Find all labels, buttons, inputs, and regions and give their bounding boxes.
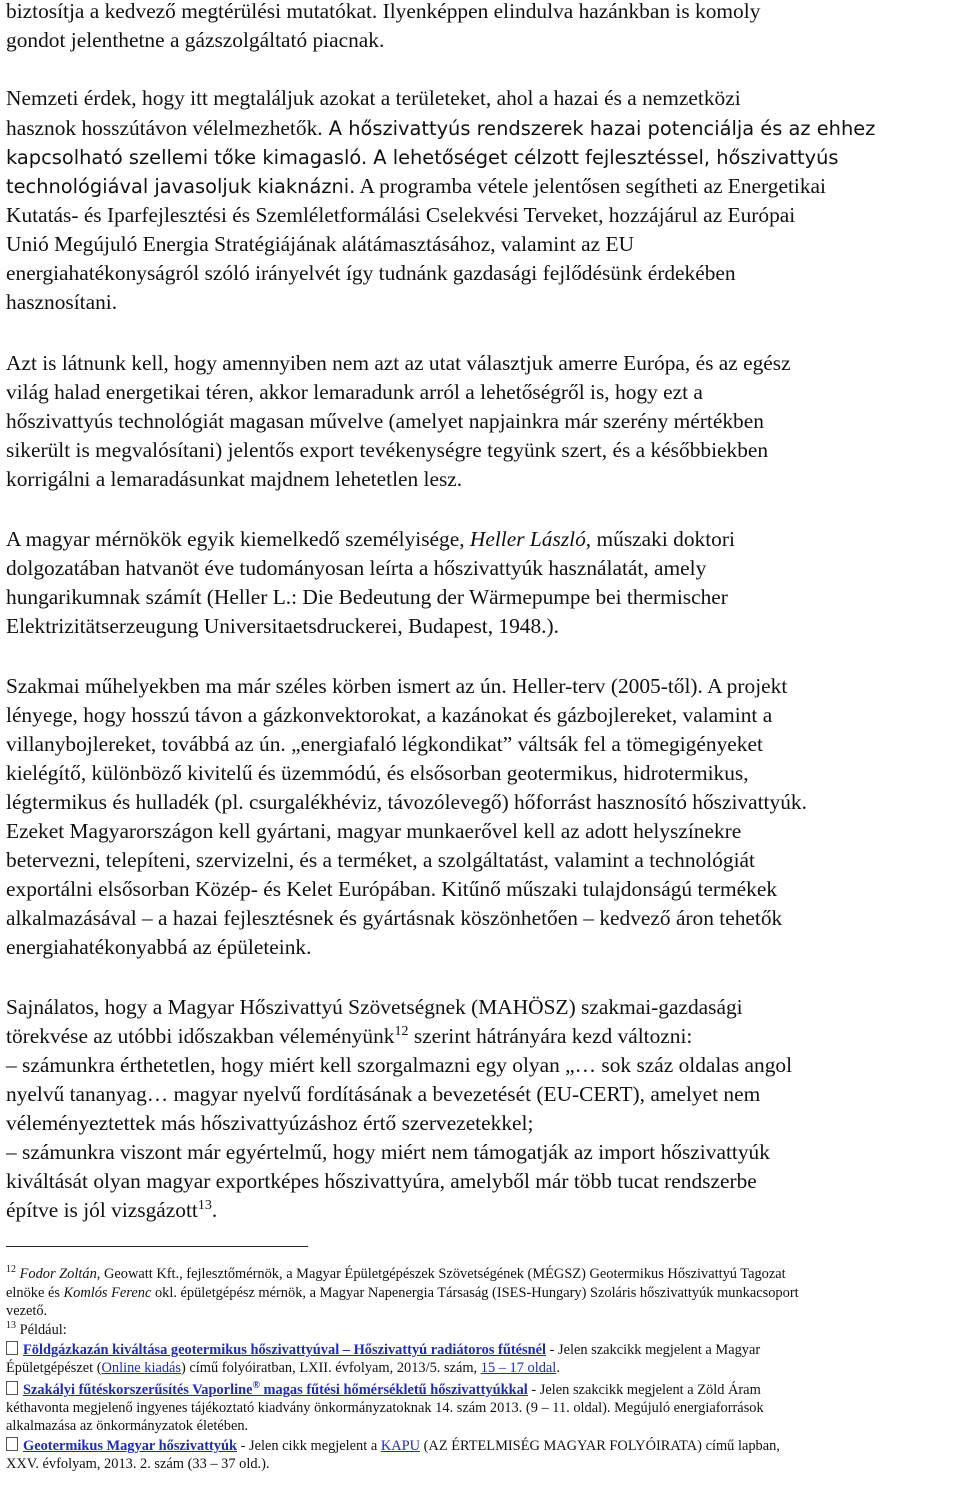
text-line: villanybojlereket, továbbá az ún. „energiafaló légkondikat” váltsák fel a tömegigényeket [6, 732, 763, 756]
text-line: biztosítja a kedvező megtérülési mutatókat. Ilyenképpen elindulva hazánkban is komoly [6, 0, 761, 23]
text-span: , Geowatt Kft., fejlesztőmérnök, a Magyar Épületgépészek Szövetségének (MÉGSZ) Geotermikus Hőszivattyú Tagozat [96, 1266, 786, 1282]
footnote-ref-12[interactable]: 12 [394, 1023, 409, 1039]
text-line [6, 1196, 217, 1225]
text-line: világ halad energetikai téren, akkor lemaradunk arról a lehetőségről is, hogy ezt a [6, 380, 703, 404]
text-span: építve is jól vizsgázott [6, 1198, 198, 1222]
text-span: szerint hátrányára kezd változni: [408, 1024, 693, 1048]
text-line: energiahatékonyságról szóló irányelvét így tudnánk gazdasági fejlődésünk érdekében [6, 261, 736, 285]
text-line: nyelvű tananyag… magyar nyelvű fordításának a bevezetését (EU-CERT), amelyet nem [6, 1082, 761, 1106]
text-span: A programba vétele jelentősen segítheti az Energetikai [355, 174, 826, 198]
text-line: – számunkra viszont már egyértelmű, hogy miért nem támogatják az import hőszivattyúk [6, 1140, 770, 1164]
text-line: Sajnálatos, hogy a Magyar Hőszivattyú Szövetségnek (MAHÖSZ) szakmai-gazdasági [6, 995, 743, 1019]
registered-mark: ® [252, 1380, 260, 1392]
text-line: dolgozatában hatvanöt éve tudományosan leírta a hőszivattyúk használatát, amely [6, 556, 707, 580]
text-span: . [211, 1198, 218, 1222]
text-line [6, 143, 839, 172]
text-line: légtermikus és hulladék (pl. csurgalékhéviz, távozólevegő) hőforrást hasznosító hőszivattyúk. [6, 790, 807, 814]
text-span: , műszaki doktori [585, 527, 735, 551]
bullet-box-icon [6, 1381, 18, 1395]
text-line: sikerült is megvalósítani) jelentős export tevékenységre tegyünk szert, és a későbbiekben [6, 438, 769, 462]
footnote-line [6, 1322, 67, 1339]
article-link[interactable] [23, 1382, 528, 1398]
footnote-line: XXV. évfolyam, 2013. 2. szám (33 – 37 old.). [6, 1456, 270, 1472]
text-line: hőszivattyús technológiát magasan művelve (amelyet napjainkra már szerény mértékben [6, 409, 764, 433]
link-text: Szakályi fűtéskorszerűsítés Vaporline [23, 1382, 253, 1398]
person-name: Komlós Ferenc [63, 1285, 152, 1301]
text-line: kiváltását olyan magyar exportképes hőszivattyúra, amelyből már több tucat rendszerbe [6, 1169, 757, 1193]
kapu-link[interactable]: KAPU [380, 1438, 421, 1454]
footnote-line [6, 1341, 760, 1359]
footnote-line: vezető. [6, 1303, 48, 1319]
footnote-number: 13 [6, 1320, 16, 1332]
text-span: A lehetőséget célzott fejlesztéssel, hőszivattyús [367, 146, 839, 169]
text-line: energiahatékonyabbá az épületeink. [6, 935, 312, 959]
text-span: - Jelen szakcikk megjelent a Zöld Áram [527, 1382, 761, 1398]
footnote-line [6, 1266, 786, 1283]
text-line: korrigálni a lemaradásunkat majdnem lehetetlen lesz. [6, 467, 463, 491]
text-span: - Jelen szakcikk megjelent a Magyar [546, 1342, 761, 1358]
text-line: Elektrizitätserzeugung Universitaetsdruckerei, Budapest, 1948.). [6, 614, 560, 638]
person-name: Fodor Zoltán [19, 1266, 97, 1282]
text-line: Nemzeti érdek, hogy itt megtaláljuk azokat a területeket, ahol a hazai és a nemzetközi [6, 86, 741, 110]
pages-link[interactable]: 15 – 17 oldal [480, 1360, 557, 1376]
text-span: . [556, 1360, 560, 1376]
text-span: hasznok hosszútávon vélelmezhetők. [6, 116, 323, 140]
text-span: törekvése az utóbbi időszakban véleményünk [6, 1024, 395, 1048]
text-line: exportálni elsősorban Közép- és Kelet Európában. Kitűnő műszaki tulajdonságú termékek [6, 877, 778, 901]
footnote-line [6, 1360, 560, 1377]
text-span: kapcsolható szellemi tőke kimagasló. [6, 146, 368, 169]
article-link[interactable]: Földgázkazán kiváltása geotermikus hőszivattyúval – Hőszivattyú radiátoros fűtésnél [23, 1342, 546, 1358]
text-line: lényege, hogy hosszú távon a gázkonvektorokat, a kazánokat és gázbojlereket, valamint a [6, 703, 773, 727]
text-span: Például: [16, 1322, 67, 1338]
text-line: Kutatás- és Iparfejlesztési és Szemléletformálási Cselekvési Terveket, hozzájárul az Európai [6, 203, 796, 227]
text-line: Ezeket Magyarországon kell gyártani, magyar munkaerővel kell az adott helyszínekre [6, 819, 742, 843]
text-span: elnöke és [6, 1285, 64, 1301]
link-text: magas fűtési hőmérsékletű hőszivattyúkkal [259, 1382, 528, 1398]
text-span: (AZ ÉRTELMISÉG MAGYAR FOLYÓIRATA) című lapban, [420, 1438, 780, 1454]
text-line: gondot jelenthetne a gázszolgáltató piacnak. [6, 28, 385, 52]
text-span: A hőszivattyús rendszerek hazai potenciálja és az ehhez [322, 117, 876, 140]
footnote-line [6, 1437, 780, 1455]
text-line: Unió Megújuló Energia Stratégiájának alátámasztásához, valamint az EU [6, 232, 635, 256]
text-span: A magyar mérnökök egyik kiemelkedő személyisége, [6, 527, 470, 551]
text-line: véleményeztettek más hőszivattyúzáshoz értő szervezetekkel; [6, 1111, 534, 1135]
online-edition-link[interactable]: Online kiadás [101, 1360, 182, 1376]
footnote-ref-13[interactable]: 13 [197, 1197, 212, 1213]
text-line: hungarikumnak számít (Heller L.: Die Bedeutung der Wärmepumpe bei thermischer [6, 585, 728, 609]
footnote-line: alkalmazása az önkormányzatok életében. [6, 1418, 249, 1434]
bullet-box-icon [6, 1437, 18, 1451]
bullet-box-icon [6, 1341, 18, 1355]
text-line: hasznosítani. [6, 290, 118, 314]
text-line: alkalmazásával – a hazai fejlesztésnek és gyártásnak köszönhetően – kedvező áron tehetők [6, 906, 783, 930]
footnote-separator [6, 1246, 308, 1247]
footnote-line: kéthavonta megjelenő ingyenes tájékoztató kiadvány önkormányzatoknak 14. szám 2013. (9 – 11. oldal). Megújuló energiaforrások [6, 1400, 764, 1416]
text-line: Szakmai műhelyekben ma már széles körben ismert az ún. Heller-terv (2005-től). A projekt [6, 674, 788, 698]
text-line: – számunkra érthetetlen, hogy miért kell szorgalmazni egy olyan „… sok száz oldalas angol [6, 1053, 793, 1077]
text-line [6, 525, 735, 554]
text-line [6, 172, 826, 201]
text-span: okl. épületgépész mérnök, a Magyar Napenergia Társaság (ISES-Hungary) Szoláris hőszivattyúk munkacsoport [151, 1285, 799, 1301]
text-line [6, 114, 875, 143]
article-link[interactable]: Geotermikus Magyar hőszivattyúk [23, 1438, 237, 1454]
text-span: technológiával javasoljuk kiaknázni. [6, 175, 356, 198]
footnote-number: 12 [6, 1264, 16, 1276]
text-line: betervezni, telepíteni, szervizelni, és a terméket, a szolgáltatást, valamint a technológiát [6, 848, 755, 872]
text-span: ) című folyóiratban, LXII. évfolyam, 2013/5. szám, [181, 1360, 481, 1376]
footnote-line [6, 1285, 799, 1302]
footnote-line [6, 1381, 761, 1399]
text-line [6, 1022, 692, 1051]
text-span: Épületgépészet ( [6, 1360, 102, 1376]
text-span: - Jelen cikk megjelent a [236, 1438, 381, 1454]
person-name: Heller László [469, 527, 586, 551]
text-line: kielégítő, különböző kivitelű és üzemmódú, és elsősorban geotermikus, hidrotermikus, [6, 761, 749, 785]
text-line: Azt is látnunk kell, hogy amennyiben nem azt az utat választjuk amerre Európa, és az egész [6, 351, 791, 375]
